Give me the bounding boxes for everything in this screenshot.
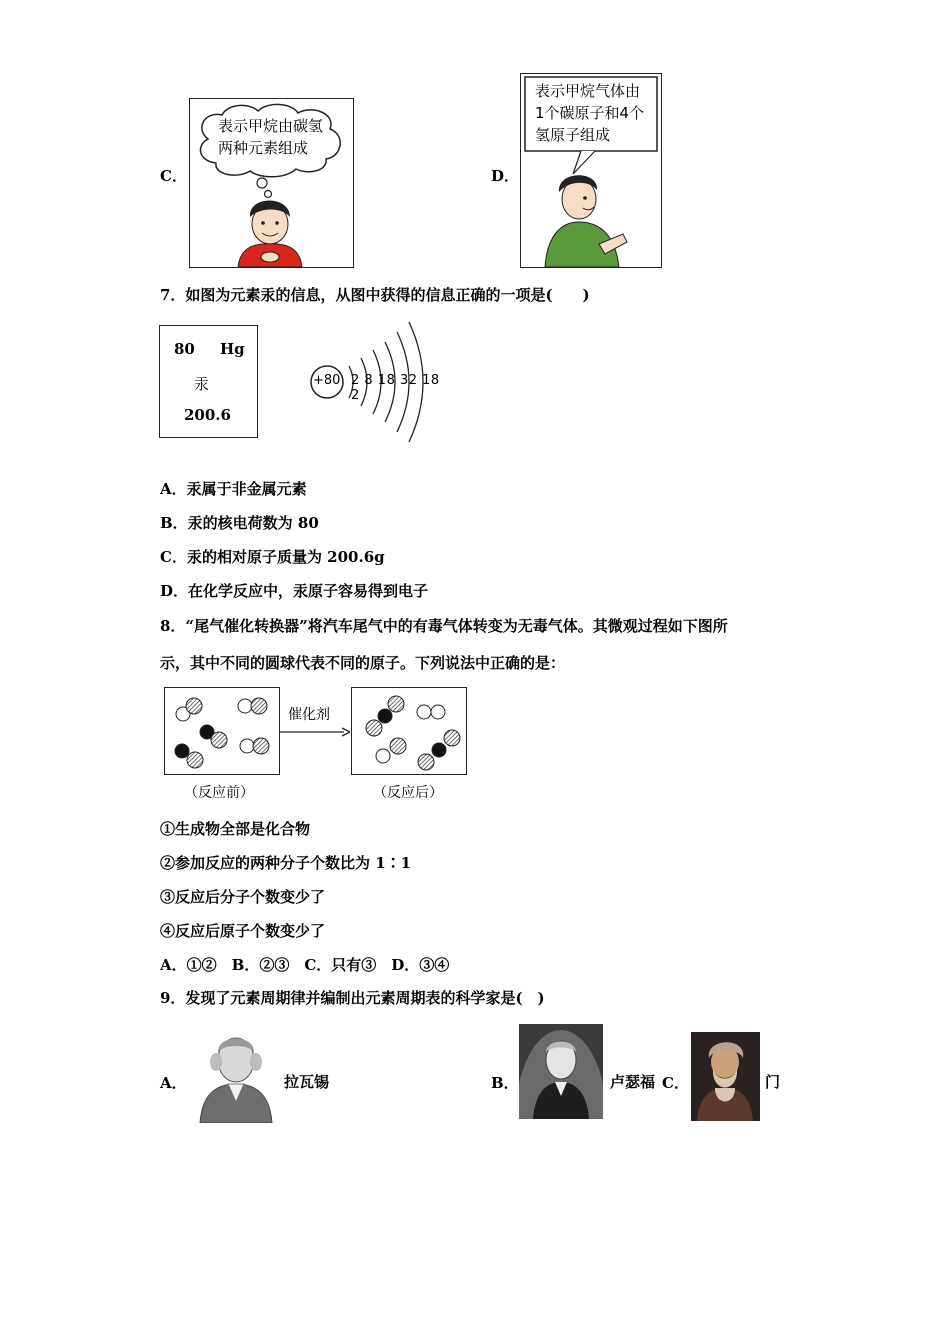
- rutherford-portrait-illustration: [519, 1024, 603, 1119]
- q9-option-c-name: 门: [765, 1073, 781, 1091]
- arrow-right-icon: [280, 726, 350, 738]
- q8-options: A．①② B．②③ C．只有③ D．③④: [160, 956, 450, 974]
- q9-option-b-letter: B．: [491, 1074, 519, 1092]
- element-card-mercury: [159, 325, 258, 438]
- q7-stem: 7．如图为元素汞的信息，从图中获得的信息正确的一项是( ): [160, 286, 590, 304]
- q7-option-d: D．在化学反应中，汞原子容易得到电子: [160, 582, 429, 600]
- q8-statement-1: ①生成物全部是化合物: [160, 820, 311, 838]
- reaction-before-box: [164, 687, 280, 775]
- label-after-reaction: （反应后）: [373, 785, 443, 801]
- bubble-d-line-1: 表示甲烷气体由: [535, 82, 641, 100]
- molecules-after: [352, 688, 466, 774]
- cartoon-panel-d: [520, 73, 662, 268]
- element-name: 汞: [194, 375, 210, 393]
- q9-option-a-letter: A．: [160, 1074, 187, 1092]
- q7-option-a: A．汞属于非金属元素: [160, 480, 307, 498]
- q8-statement-2: ②参加反应的两种分子个数比为 1∶1: [160, 854, 412, 872]
- q7-option-b: B．汞的核电荷数为 80: [160, 514, 319, 532]
- q8-statement-3: ③反应后分子个数变少了: [160, 888, 326, 906]
- lavoisier-portrait-illustration: [192, 1028, 280, 1123]
- nucleus-charge: +80: [313, 373, 341, 388]
- element-atomic-mass: 200.6: [184, 406, 231, 424]
- cartoon-panel-c: [189, 98, 354, 268]
- option-d-letter: D．: [491, 167, 520, 185]
- bubble-c-line-2: 两种元素组成: [218, 139, 309, 157]
- catalyst-arrow: [280, 702, 350, 742]
- label-before-reaction: （反应前）: [184, 785, 254, 801]
- q9-option-b-name: 卢瑟福: [610, 1073, 656, 1091]
- mendeleev-portrait-illustration: [691, 1032, 760, 1121]
- q9-option-c-letter: C．: [662, 1074, 689, 1092]
- element-atomic-number: 80: [174, 340, 195, 358]
- q8-stem-line-2: 示，其中不同的圆球代表不同的原子。下列说法中正确的是：: [160, 654, 566, 672]
- bubble-c-line-1: 表示甲烷由碳氢: [218, 117, 324, 135]
- q7-option-c: C．汞的相对原子质量为 200.6g: [160, 548, 385, 566]
- option-c-letter: C．: [160, 167, 187, 185]
- reaction-after-box: [351, 687, 467, 775]
- electron-shell-counts: 2 8 18 32 18 2: [351, 373, 440, 403]
- portrait-lavoisier: [192, 1028, 280, 1123]
- q9-stem: 9．发现了元素周期律并编制出元素周期表的科学家是( ): [160, 989, 545, 1007]
- portrait-rutherford: [519, 1024, 603, 1119]
- catalyst-label: 催化剂: [288, 707, 330, 723]
- q8-stem-line-1: 8．“尾气催化转换器”将汽车尾气中的有毒气体转变为无毒气体。其微观过程如下图所: [160, 617, 728, 635]
- q9-option-a-name: 拉瓦锡: [284, 1073, 330, 1091]
- portrait-mendeleev: [691, 1032, 760, 1121]
- q8-statement-4: ④反应后原子个数变少了: [160, 922, 326, 940]
- atomic-structure-diagram: [305, 318, 445, 443]
- bubble-d-line-2: 1个碳原子和4个: [535, 104, 645, 122]
- element-symbol: Hg: [220, 340, 245, 358]
- bubble-d-line-3: 氢原子组成: [535, 126, 611, 144]
- molecules-before: [165, 688, 279, 774]
